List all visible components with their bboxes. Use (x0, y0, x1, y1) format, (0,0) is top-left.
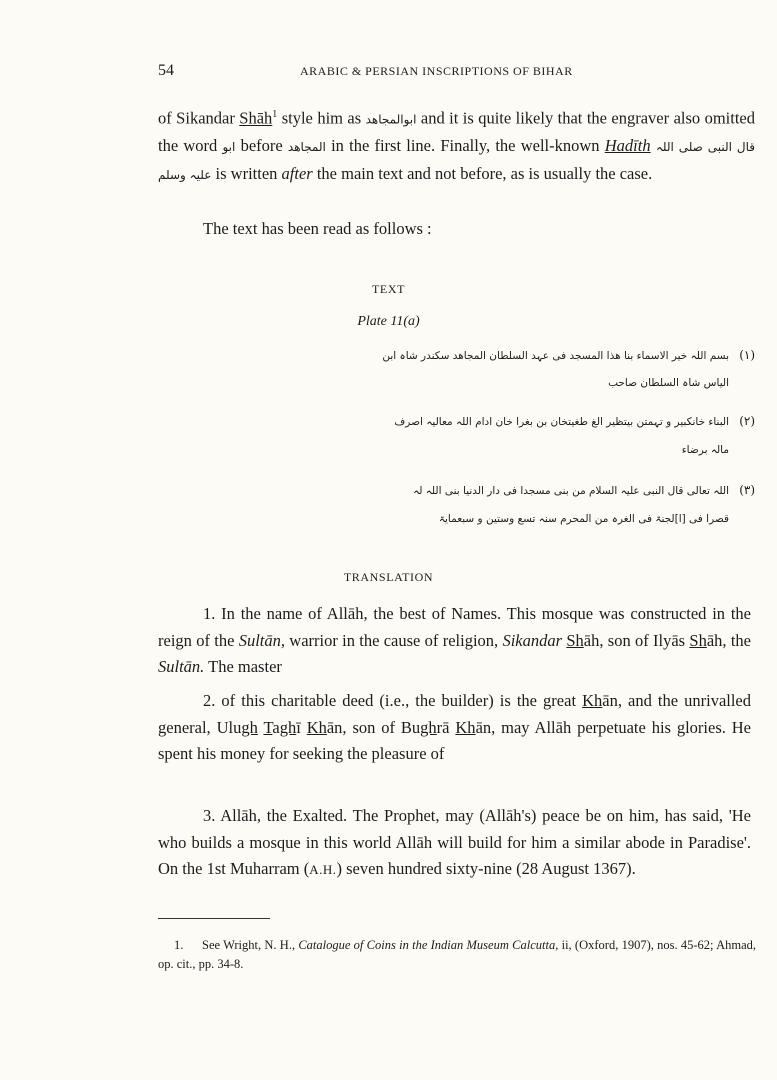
translation-paragraph-2: 2. of this charitable deed (i.e., the builder) is the great Khān, and the unrivalled general, Ulugh Taghī Khān, son of Bughrā Khān, may Allāh perpetuate his glories. He spent his money for seeking the pleasure of (158, 691, 752, 763)
page-number: 54 (158, 62, 174, 79)
line-number: (۲) (739, 414, 755, 428)
footnote-divider (158, 918, 270, 919)
page-header (158, 62, 758, 82)
inscription-line-cont: مالہ برضاء (681, 444, 729, 456)
footnote-number: 1. (174, 938, 184, 952)
intro-followup: The text has been read as follows : (203, 219, 432, 238)
arabic-word: ابوالمجاهد (365, 112, 417, 127)
inscription-line: البناء خانکبیر و تہمتن بیتظیر الغ طغیتخان بن بغرا خان ادام اللہ معالیہ اصرف (394, 416, 729, 428)
running-title: ARABIC & PERSIAN INSCRIPTIONS OF BIHAR (300, 64, 573, 78)
arabic-word: المجاهد (287, 140, 326, 154)
footnote-ref: 1 (272, 109, 278, 120)
intro-paragraph: of Sikandar Shāh$^1$ style him as ابوالمجاهد and it is quite likely that the engraver also omitted the word ابو before المجاهد in the first line. Finally, the well-known Hadīth قال النبی صلی اللہ علیہ وسلم is written after the main text and not before, as is usually the case. (158, 108, 755, 183)
emphasis: after (281, 163, 313, 183)
arabic-phrase: قال النبی صلی اللہ علیہ وسلم (158, 140, 755, 182)
inscription-line-cont: الیاس شاہ السلطان صاحب (608, 377, 729, 389)
inscription-line: بسم اللہ خیر الاسماء بنا ھذا المسجد فی عہد السلطان المجاھد سکندر شاہ ابن (382, 350, 729, 362)
shah-term: Shāh (239, 108, 273, 128)
translation-paragraph-1: 1. In the name of Allāh, the best of Names. This mosque was constructed in the reign of the Sultān, warrior in the cause of religion, Sikandar Shāh, son of Ilyās Shāh, the Sultān. The master (158, 604, 751, 676)
inscription-line: اللہ تعالی قال النبی علیہ السلام من بنی مسجدا فی دار الدنیا بنی اللہ لہ (413, 485, 729, 497)
inscription-line-cont: قصرا فی [ا]لجنۃ فی الغرہ من المحرم سنہ تسع وستین و سبعمایۃ (438, 513, 729, 525)
translation-heading: TRANSLATION (343, 570, 434, 584)
plate-label: Plate 11(a) (357, 314, 420, 329)
arabic-word: ابو (222, 140, 236, 154)
line-number: (۳) (739, 483, 755, 497)
hadith-term: Hadīth (604, 136, 651, 155)
text-heading: TEXT (371, 282, 406, 296)
footnote: 1. See Wright, N. H., Catalogue of Coins in the Indian Museum Calcutta, ii, (Oxford, 1907), nos. 45-62; Ahmad, op. cit., pp. 34-8. (158, 938, 757, 971)
translation-paragraph-3: 3. Allāh, the Exalted. The Prophet, may (Allāh's) peace be on him, has said, 'He who builds a mosque in this world Allāh will build for him a similar abode in Paradise'. On the 1st Muharram (A.H.) seven hundred sixty-nine (28 August 1367). (158, 806, 751, 878)
line-number: (۱) (739, 348, 755, 362)
